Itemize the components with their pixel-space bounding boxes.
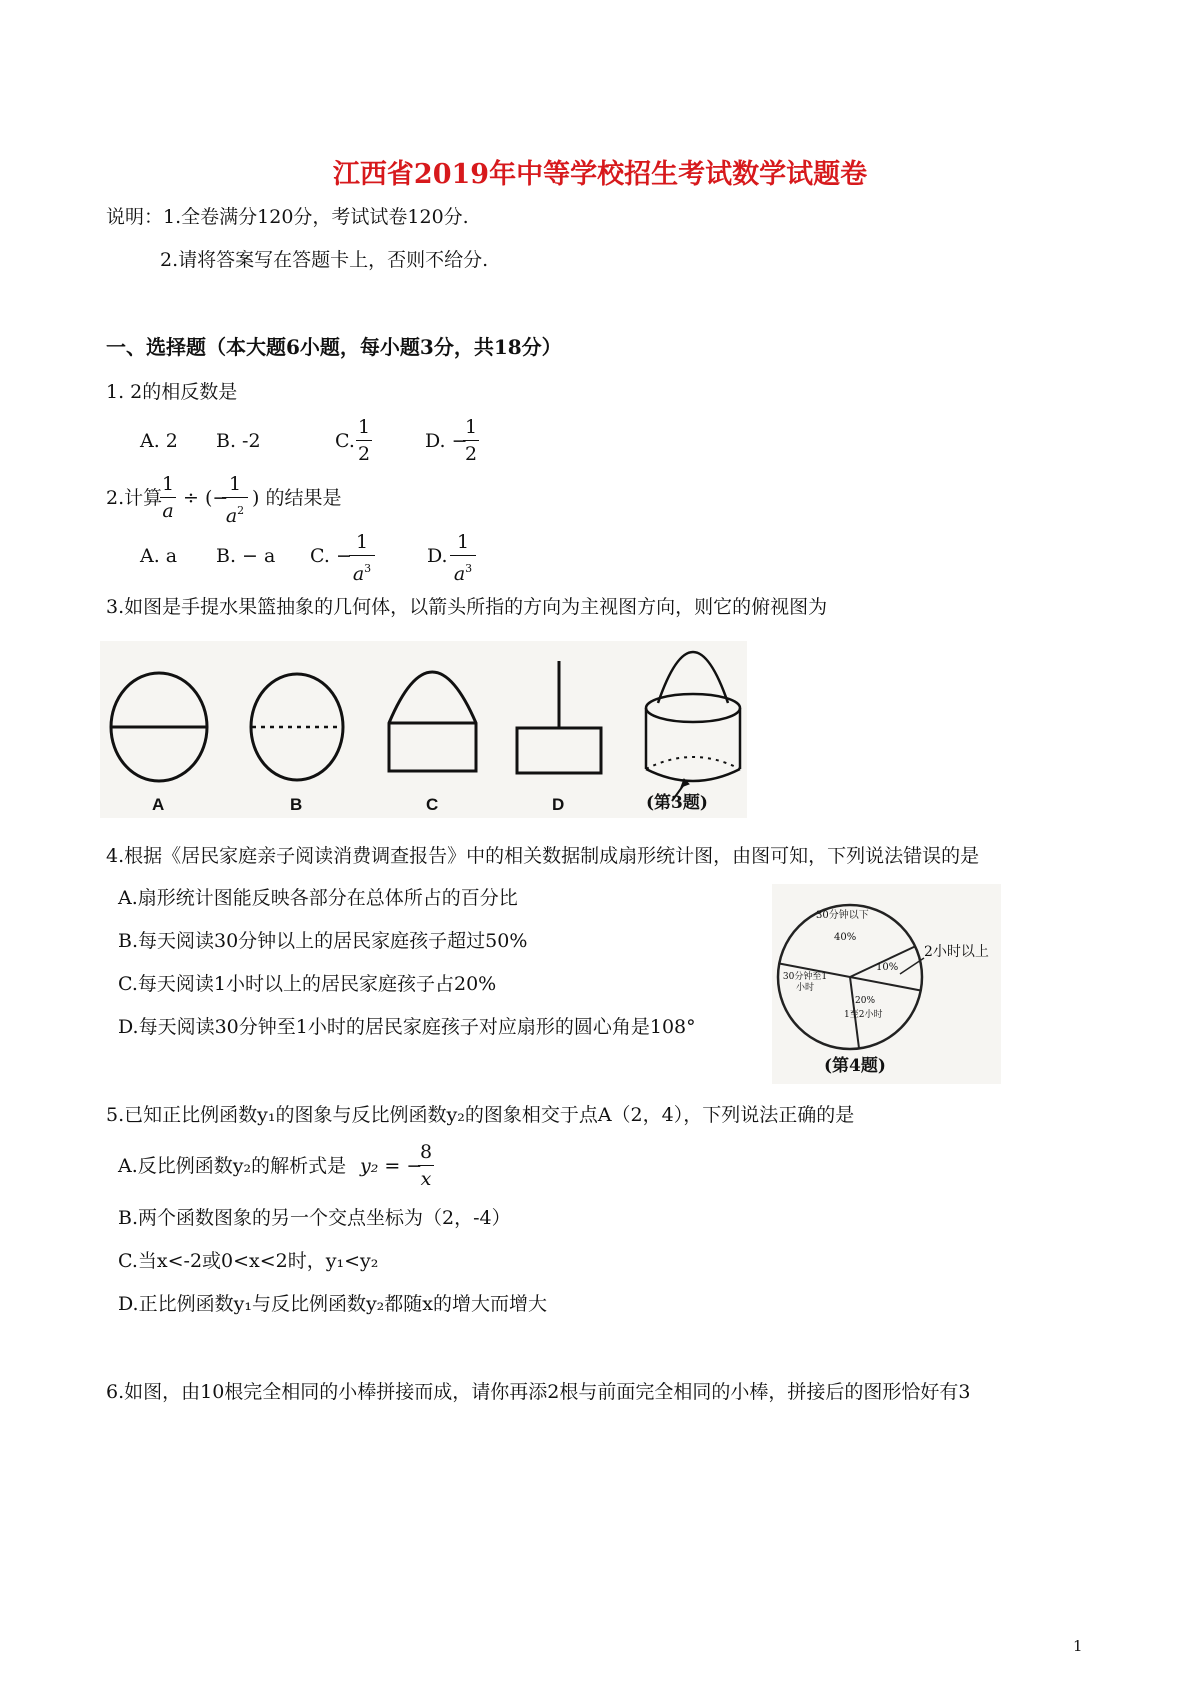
q5-option-b: B.两个函数图象的另一个交点坐标为（2，-4） <box>118 1207 511 1229</box>
q5-stem: 5.已知正比例函数y₁的图象与反比例函数y₂的图象相交于点A（2，4），下列说法正确的是 <box>106 1104 855 1126</box>
option-d-shape <box>517 728 601 773</box>
q4-option-a: A.扇形统计图能反映各部分在总体所占的百分比 <box>118 887 518 909</box>
q1-option-d-fraction: 1 2 <box>464 416 478 465</box>
q2-option-a: A. a <box>140 545 178 567</box>
section-heading: 一、选择题（本大题6小题，每小题3分，共18分） <box>106 335 562 359</box>
q2-option-d-prefix: D. <box>427 545 448 567</box>
q3-label-b: B <box>290 795 303 814</box>
page-title: 江西省2019年中等学校招生考试数学试题卷 <box>332 159 868 190</box>
q1-option-a: A. 2 <box>140 430 178 452</box>
q4-pie-figure <box>772 884 1001 1084</box>
q2-stem-suffix: ) 的结果是 <box>252 487 342 509</box>
basket-solid <box>646 652 740 801</box>
q5-option-a-fraction: 8 x <box>419 1141 433 1190</box>
q5-option-d: D.正比例函数y₁与反比例函数y₂都随x的增大而增大 <box>118 1293 548 1315</box>
q5-option-c: C.当x<-2或0<x<2时，y₁<y₂ <box>118 1250 379 1272</box>
q4-option-c: C.每天阅读1小时以上的居民家庭孩子占20% <box>118 973 497 995</box>
q2-fraction-2: 1 $a^2$ <box>222 473 248 527</box>
q2-operator: ÷ (− <box>183 487 229 509</box>
q2-option-d-fraction: 1 $a^3$ <box>450 531 476 585</box>
q1-option-c-prefix: C. <box>335 430 355 452</box>
notes-label: 说明：1.全卷满分120分，考试试卷120分. <box>106 206 469 228</box>
slice-label-1-2h: 1至2小时 <box>844 1010 883 1020</box>
page-number: 1 <box>1073 1637 1083 1655</box>
slice-label-under-30: 30分钟以下 <box>816 910 869 921</box>
q2-stem-prefix: 2.计算 <box>106 487 163 509</box>
q6-stem: 6.如图，由10根完全相同的小棒拼接而成，请你再添2根与前面完全相同的小棒，拼接后的图形恰好有3 <box>106 1381 971 1403</box>
q3-figure <box>100 641 747 818</box>
q3-stem: 3.如图是手提水果篮抽象的几何体，以箭头所指的方向为主视图方向，则它的俯视图为 <box>106 596 828 618</box>
q3-caption: (第3题) <box>646 793 708 813</box>
q2-fraction-1: 1 a <box>161 473 175 522</box>
slice-label-30-60: 30分钟至1小时 <box>782 972 828 993</box>
q4-stem: 4.根据《居民家庭亲子阅读消费调查报告》中的相关数据制成扇形统计图，由图可知，下列说法错误的是 <box>106 845 980 867</box>
notes-line2: 2.请将答案写在答题卡上，否则不给分. <box>160 249 489 271</box>
slice-value-over-2h: 10% <box>876 962 899 973</box>
q1-option-b: B. -2 <box>216 430 261 452</box>
q1-stem: 1. 2的相反数是 <box>106 381 238 403</box>
q1-option-c-fraction: 1 2 <box>357 416 371 465</box>
slice-value-1-2h: 20% <box>855 996 876 1006</box>
notes-line1: 1.全卷满分120分，考试试卷120分. <box>163 206 469 228</box>
q3-label-a: A <box>152 795 165 814</box>
q5-option-a-lhs: y₂ = − <box>360 1155 423 1177</box>
q3-label-d: D <box>552 795 565 814</box>
q1-option-d-prefix: D. − <box>425 430 468 452</box>
q5-option-a-prefix: A.反比例函数y₂的解析式是 <box>118 1155 347 1177</box>
q2-option-c-prefix: C. − <box>310 545 352 567</box>
slice-label-over-2h: 2小时以上 <box>924 944 989 960</box>
q4-option-d: D.每天阅读30分钟至1小时的居民家庭孩子对应扇形的圆心角是108° <box>118 1016 696 1038</box>
pie-slice-2 <box>850 977 921 990</box>
q4-option-b: B.每天阅读30分钟以上的居民家庭孩子超过50% <box>118 930 528 952</box>
q4-caption: (第4题) <box>824 1056 886 1076</box>
slice-value-under-30: 40% <box>834 932 857 943</box>
q3-label-c: C <box>426 795 439 814</box>
q2-option-b: B. − a <box>216 545 276 567</box>
q2-option-c-fraction: 1 $a^3$ <box>349 531 375 585</box>
